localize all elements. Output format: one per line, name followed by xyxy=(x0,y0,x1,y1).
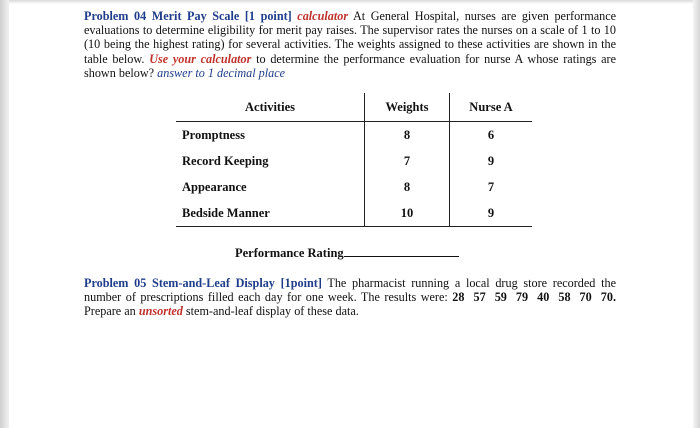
table-row xyxy=(176,200,532,227)
weight-cell: 8 xyxy=(365,174,450,200)
activity-cell: Bedside Manner xyxy=(176,200,365,227)
use-calculator-emphasis: Use your calculator xyxy=(149,51,252,66)
problem-05-text-b: Prepare an xyxy=(84,304,136,319)
problem-04-label: Problem 04 Merit Pay Scale [1 point] xyxy=(84,9,292,23)
problem-04-text-a: At General Hospital, nurses are given performance evaluations to determine eligibility for merit pay raises. The supervisor rates the nurses on a scale of 1 to 10 (10 being the highest rating) for several activities. The weights assigned to these activities are shown in the table below. xyxy=(84,9,617,66)
table-row xyxy=(176,148,532,174)
page-left-edge xyxy=(0,0,9,428)
table-row xyxy=(176,122,532,149)
weights-table xyxy=(176,93,532,227)
rating-cell: 9 xyxy=(450,148,533,174)
problem-05-text-a: The pharmacist running a local drug store recorded the number of prescriptions filled each day for one week. The results were: xyxy=(84,276,616,305)
weight-cell: 7 xyxy=(365,148,450,174)
performance-rating-label: Performance Rating xyxy=(235,246,344,260)
answer-blank-line[interactable] xyxy=(344,246,459,257)
problem-05-text-c: stem-and-leaf display of these data. xyxy=(185,304,359,319)
activity-cell: Record Keeping xyxy=(182,153,269,168)
header-activities: Activities xyxy=(176,93,365,122)
activity-cell: Promptness xyxy=(182,127,245,142)
answer-hint: answer to 1 decimal place xyxy=(157,65,286,80)
rating-cell: 7 xyxy=(450,174,533,200)
rating-cell: 6 xyxy=(450,122,533,149)
weight-cell: 10 xyxy=(365,200,450,227)
table-header-row xyxy=(176,93,532,122)
activity-cell: Appearance xyxy=(182,179,247,194)
header-nurse-a: Nurse A xyxy=(450,93,533,122)
page-right-edge xyxy=(693,0,700,428)
problem-04 xyxy=(84,9,616,80)
problem-04-text-b: to determine the performance evaluation for nurse A whose ratings are shown below? xyxy=(84,51,617,80)
problem-05 xyxy=(84,276,616,319)
performance-rating xyxy=(235,246,459,261)
table-row xyxy=(176,174,532,200)
problem-05-label: Problem 05 Stem-and-Leaf Display [1point] xyxy=(84,276,322,290)
prescription-results: 28 57 59 79 40 58 70 70. xyxy=(452,290,617,305)
unsorted-emphasis: unsorted xyxy=(138,304,183,319)
rating-cell: 9 xyxy=(450,200,533,227)
header-weights: Weights xyxy=(365,93,450,122)
calculator-tag: calculator xyxy=(297,9,349,23)
weight-cell: 8 xyxy=(365,122,450,149)
page-top-shadow xyxy=(0,0,700,4)
